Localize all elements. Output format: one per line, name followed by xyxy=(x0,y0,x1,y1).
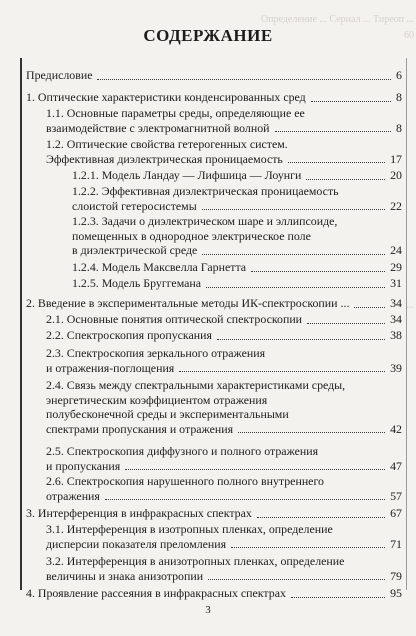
toc-page-number: 31 xyxy=(390,276,402,290)
toc-page-number: 39 xyxy=(390,360,402,375)
bleed-mark: Определение ... Сериал ... Тиреоп ... xyxy=(260,14,414,25)
toc-entry xyxy=(26,90,402,105)
toc-entry-text: 3.2. Интерференция в анизотропных пленках, определение xyxy=(46,554,345,568)
toc-leader-row xyxy=(72,199,402,214)
bleed-mark: ... xyxy=(406,300,414,311)
toc-entry xyxy=(46,346,402,375)
toc-leader-row xyxy=(46,489,402,504)
toc-leader-row xyxy=(72,243,402,258)
toc-leader-row xyxy=(46,537,402,552)
toc-entry-text: 2.3. Спектроскопия зеркального отражения xyxy=(46,346,266,360)
toc-entry-text: 4. Проявление рассеяния в инфракрасных спектрах xyxy=(26,586,286,600)
toc-page-number: 34 xyxy=(390,296,402,310)
toc-page-number: 8 xyxy=(396,90,402,104)
dot-leader xyxy=(217,339,385,340)
toc-entry-text: величины и знака анизотропии xyxy=(46,568,204,583)
toc-leader-row xyxy=(72,168,402,183)
dot-leader xyxy=(291,597,385,598)
toc-entry-text: 3. Интерференция в инфракрасных спектрах xyxy=(26,506,252,520)
toc-leader-row xyxy=(26,506,402,521)
toc-entry-text: Предисловие xyxy=(26,68,93,82)
toc-entry xyxy=(26,68,402,83)
toc-entry-text: 2. Введение в экспериментальные методы ИК-спектроскопии ... xyxy=(26,296,350,310)
toc-entry xyxy=(46,522,402,551)
toc-entry xyxy=(46,137,402,166)
dot-leader xyxy=(179,371,385,372)
toc-leader-row xyxy=(46,422,402,437)
toc-entry xyxy=(46,312,402,327)
dot-leader xyxy=(288,162,385,163)
toc-page-number: 6 xyxy=(396,68,402,82)
toc-page-number: 67 xyxy=(390,506,402,520)
toc-leader-row xyxy=(46,459,402,474)
toc-leader-row xyxy=(46,361,402,376)
toc-page-number: 29 xyxy=(390,260,402,274)
toc-entry-text: полубесконечной среды и экспериментальными xyxy=(46,407,289,421)
toc-leader-row xyxy=(72,276,402,291)
toc-leader-row xyxy=(26,68,402,83)
dot-leader xyxy=(238,432,385,433)
toc-entry xyxy=(46,444,402,473)
toc-leader-row xyxy=(72,260,402,275)
toc-page-number: 24 xyxy=(390,243,402,257)
toc-entry xyxy=(26,506,402,521)
dot-leader xyxy=(311,101,391,102)
toc-leader-row xyxy=(46,328,402,343)
toc-entry-text: 1.2.2. Эффективная диэлектрическая проницаемость xyxy=(72,184,339,198)
toc-page-number: 38 xyxy=(390,328,402,342)
toc-entry-text: взаимодействие с электромагнитной волной xyxy=(46,120,270,135)
toc-entry-text: 2.5. Спектроскопия диффузного и полного отражения xyxy=(46,444,319,458)
toc-entry-text: 3.1. Интерференция в изотропных пленках, определение xyxy=(46,522,333,536)
dot-leader xyxy=(275,131,392,132)
toc-entry xyxy=(72,260,402,275)
toc-page-number: 8 xyxy=(396,120,402,135)
toc-page-number: 20 xyxy=(390,168,402,182)
toc-entry-text: и пропускания xyxy=(46,458,121,473)
toc-entry xyxy=(72,214,402,258)
toc-leader-row xyxy=(46,121,402,136)
toc-entry xyxy=(26,296,402,311)
dot-leader xyxy=(231,547,385,548)
bleed-mark: 60 xyxy=(404,30,414,41)
dot-leader xyxy=(307,323,385,324)
toc-entry-text: спектрами пропускания и отражения xyxy=(46,421,234,436)
toc-entry-text: 1.2.1. Модель Ландау — Лифшица — Лоунги xyxy=(72,168,302,182)
toc-entry-text: 2.2. Спектроскопия пропускания xyxy=(46,328,213,342)
toc-entry xyxy=(26,586,402,601)
toc-entry-text: помещенных в однородное электрическое поле xyxy=(72,228,311,243)
dot-leader xyxy=(257,517,385,518)
toc-entry-text: 1.1. Основные параметры среды, определяющие ее xyxy=(46,106,305,120)
toc-entry-text: 1.2. Оптические свойства гетерогенных систем. xyxy=(46,137,288,151)
toc-leader-row xyxy=(46,569,402,584)
toc-page-number: 79 xyxy=(390,568,402,583)
toc-leader-row xyxy=(46,152,402,167)
toc-entry-text: 1.2.3. Задачи о диэлектрическом шаре и эллипсоиде, xyxy=(72,214,338,228)
toc-entry xyxy=(72,276,402,291)
dot-leader xyxy=(206,287,385,288)
toc-leader-row xyxy=(26,90,402,105)
toc-leader-row xyxy=(46,312,402,327)
toc-page-number: 95 xyxy=(390,586,402,600)
toc-entry-text: отражения xyxy=(46,488,100,503)
toc-entry xyxy=(72,184,402,213)
toc-leader-row xyxy=(26,296,402,311)
dot-leader xyxy=(97,79,391,80)
toc-entry-text: в диэлектрической среде xyxy=(72,243,198,257)
toc-entry xyxy=(46,106,402,135)
toc-page-number: 17 xyxy=(390,151,402,166)
toc-entry xyxy=(46,554,402,583)
toc-entry-text: 2.4. Связь между спектральными характеристиками среды, xyxy=(46,378,346,392)
dot-leader xyxy=(202,209,385,210)
toc-entry-text: дисперсии показателя преломления xyxy=(46,536,227,551)
toc-entry-text: 2.6. Спектроскопия нарушенного полного внутреннего xyxy=(46,474,324,488)
dot-leader xyxy=(208,579,385,580)
toc-page-number: 22 xyxy=(390,198,402,213)
toc-page-number: 57 xyxy=(390,488,402,503)
toc-entry-text: Эффективная диэлектрическая проницаемость xyxy=(46,151,283,166)
toc-page-number: 34 xyxy=(390,312,402,326)
dot-leader xyxy=(125,469,385,470)
toc-entry xyxy=(72,168,402,183)
dot-leader xyxy=(202,254,385,255)
dot-leader xyxy=(306,179,385,180)
dot-leader xyxy=(105,499,385,500)
toc-entry-text: 1.2.4. Модель Максвелла Гарнетта xyxy=(72,260,247,274)
page-title: СОДЕРЖАНИЕ xyxy=(143,26,273,45)
toc-entry-text: 2.1. Основные понятия оптической спектроскопии xyxy=(46,312,303,326)
dot-leader xyxy=(354,307,385,308)
toc-entry-text: энергетическим коэффициентом отражения xyxy=(46,392,268,407)
toc-entry xyxy=(46,474,402,503)
toc-entry-text: 1.2.5. Модель Бруггемана xyxy=(72,276,202,290)
toc-entry-text: слоистой гетеросистемы xyxy=(72,198,197,213)
toc-page-number: 71 xyxy=(390,536,402,551)
toc-leader-row xyxy=(26,586,402,601)
page-number: 3 xyxy=(205,604,211,616)
toc-entry xyxy=(46,378,402,436)
toc-entry-text: и отражения-поглощения xyxy=(46,360,175,375)
toc-page-number: 47 xyxy=(390,458,402,473)
toc-page-number: 42 xyxy=(390,421,402,436)
dot-leader xyxy=(251,271,385,272)
toc-entry-text: 1. Оптические характеристики конденсированных сред xyxy=(26,90,306,104)
toc-entry xyxy=(46,328,402,343)
